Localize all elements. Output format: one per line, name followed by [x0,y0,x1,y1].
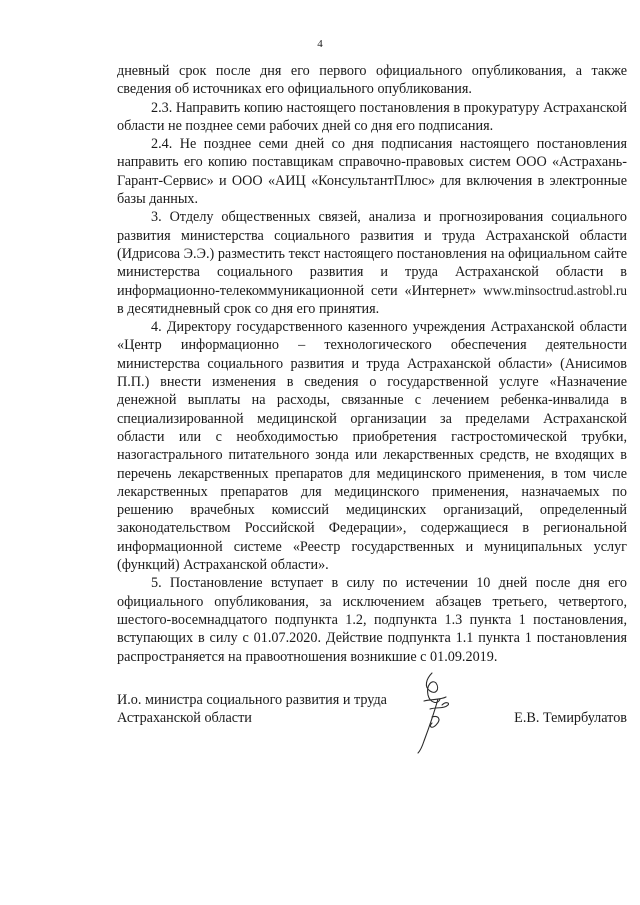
paragraph-3 [117,208,627,318]
paragraph-continued: дневный срок после дня его первого официального опубликования, а также сведения об источниках его официального опубликования. [117,63,627,98]
paragraph-2-4: 2.4. Не позднее семи дней со дня подписания настоящего постановления направить его копию поставщикам справочно-правовых систем ООО «Астрахань-Гарант-Сервис» и ООО «АИЦ «КонсультантПлюс» для включения в электронные базы данных. [117,136,627,208]
paragraph-2-3: 2.3. Направить копию настоящего постановления в прокуратуру Астраханской области не позднее семи рабочих дней со дня его подписания. [117,99,627,134]
signatory-name: Е.В. Темирбулатов [514,710,627,726]
paragraph-3-text: 3. Отделу общественных связей, анализа и прогнозирования социального развития министерства социального развития и труда Астраханской области (Идрисова Э.Э.) разместить текст настоящего постановления на официальном сайте министерства социального развития и труда Астраханской области в информационно-телекоммуникационной сети «Интернет» [117,209,627,299]
handwritten-signature [410,669,458,755]
signatory-position: И.о. министра социального развития и труда Астраханской области [117,692,387,727]
page-number: 4 [317,38,323,50]
paragraph-5: 5. Постановление вступает в силу по истечении 10 дней после дня его официального опубликования, за исключением абзацев третьего, четвертого, шестого-восемнадцатого подпункта 1.2, подпункта 1.3 пункта 1 постановления, вступающих в силу с 01.07.2020. Действие подпункта 1.1 пункта 1 постановления распространяется на правоотношения возникшие с 01.09.2019. [117,575,627,665]
document-body [117,62,627,666]
paragraph-4: 4. Директору государственного казенного учреждения Астраханской области «Центр информационно – технологического обеспечения деятельности министерства социального развития и труда Астраханской области» (Анисимов П.П.) внести изменения в сведения о государственной услуге «Назначение денежной выплаты на расходы, связанные с лечением ребенка-инвалида в специализированной медицинской организации за пределами Астраханской области или с необходимостью приобретения гастростомической трубки, назогастрального питательного зонда или лекарственных средств, не входящих в перечень лекарственных препаратов для медицинского применения, в том числе лекарственных препаратов для медицинского применения, назначаемых по решению врачебных комиссий медицинских организаций, определенный законодательством Российской Федерации», содержащиеся в региональной информационной системе «Реестр государственных и муниципальных услуг (функций) Астраханской области». [117,319,627,574]
signature-block [117,691,627,751]
ministry-website-url: www.minsoctrud.astrobl.ru [483,282,627,298]
paragraph-3-text-end: в десятидневный срок со дня его принятия. [117,300,380,317]
